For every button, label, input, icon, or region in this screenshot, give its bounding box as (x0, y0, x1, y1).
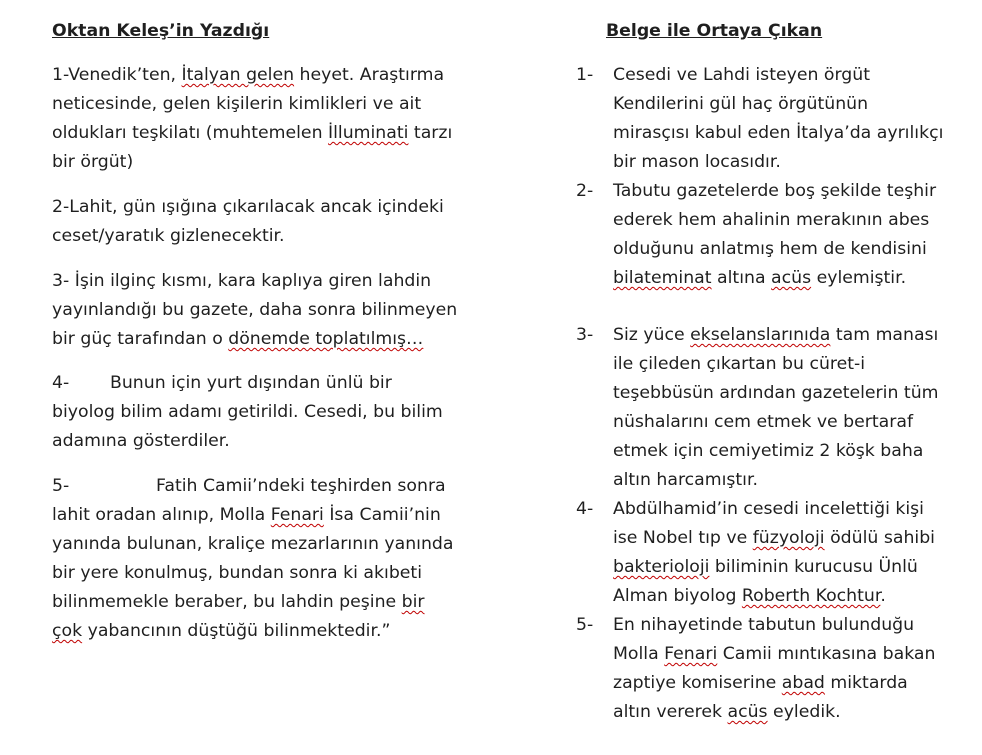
text-line: Cesedi ve Lahdi isteyen örgüt (613, 65, 870, 85)
text-line: bir yere konulmuş, bundan sonra ki akıbeti (52, 563, 423, 583)
list-number: 5- (576, 615, 594, 635)
text-line: neticesinde, gelen kişilerin kimlikleri ve ait (52, 94, 422, 114)
text-line: yanında bulunan, kraliçe mezarlarının yanında (52, 534, 454, 554)
spelling-flag: çok (52, 621, 83, 641)
text-line: 5- Fatih Camii’ndeki teşhirden sonra (52, 476, 446, 496)
text-line: En nihayetinde tabutun bulunduğu (613, 615, 915, 635)
spelling-flag: acüs (771, 268, 812, 288)
left-paragraph-1 (52, 61, 452, 177)
text-line: etmek için cemiyetimiz 2 köşk baha (613, 441, 924, 461)
text-line: teşebbüsün ardından gazetelerin tüm (613, 383, 939, 403)
text-line: mirasçısı kabul eden İtalya’da ayrılıkçı (613, 123, 944, 143)
text-line: ederek hem ahalinin merakının abes (613, 210, 930, 230)
spelling-flag: İtalyan gelen (181, 65, 295, 85)
text-line: bir örgüt) (52, 152, 134, 172)
text-line: olduğunu anlatmış hem de kendisini (613, 239, 927, 259)
text-line: 1-Venedik’ten, İtalyan gelen heyet. Araştırma (52, 65, 445, 85)
list-number: 1- (576, 65, 594, 85)
text-line: Kendilerini gül haç örgütünün (613, 94, 869, 114)
text-line: zaptiye komiserine abad miktarda (613, 673, 908, 693)
spelling-flag: Fenari (270, 505, 324, 525)
text-line: nüshalarını cem etmek ve bertaraf (613, 412, 914, 432)
spelling-flag: dönemde toplatılmış… (228, 329, 424, 349)
list-number: 3- (576, 325, 594, 345)
list-number: 4- (576, 499, 594, 519)
left-paragraph-5 (52, 472, 453, 646)
text-line: altın harcamıştır. (613, 470, 758, 490)
text-line: yayınlandığı bu gazete, daha sonra bilinmeyen (52, 300, 458, 320)
text-line: bir mason locasıdır. (613, 152, 781, 172)
left-heading: Oktan Keleş’in Yazdığı (52, 21, 270, 41)
text-line: bakterioloji biliminin kurucusu Ünlü (613, 557, 918, 577)
text-line: Abdülhamid’in cesedi incelettiği kişi (613, 499, 924, 519)
text-line: çok yabancının düştüğü bilinmektedir.” (52, 621, 391, 641)
text-line: altın vererek acüs eyledik. (613, 702, 841, 722)
text-line: ise Nobel tıp ve füzyoloji ödülü sahibi (613, 528, 935, 548)
text-line: 2-Lahit, gün ışığına çıkarılacak ancak içindeki (52, 197, 444, 217)
spelling-flag: acüs (727, 702, 768, 722)
text-line: lahit oradan alınıp, Molla Fenari İsa Camii’nin (52, 505, 441, 525)
left-paragraph-3 (52, 267, 457, 354)
text-line: bilateminat altına acüs eylemiştir. (613, 268, 907, 288)
text-line: bir güç tarafından o dönemde toplatılmış… (52, 329, 424, 349)
text-line: ceset/yaratık gizlenecektir. (52, 226, 285, 246)
spelling-flag: bakterioloji (613, 557, 710, 577)
spelling-flag: İlluminati (328, 123, 409, 143)
text-line: 3- İşin ilginç kısmı, kara kaplıya giren lahdin (52, 271, 432, 291)
text-line: oldukları teşkilatı (muhtemelen İlluminati tarzı (52, 123, 453, 143)
text-line: bilinmemekle beraber, bu lahdin peşine bir (52, 592, 425, 612)
text-line: biyolog bilim adamı getirildi. Cesedi, bu bilim (52, 402, 443, 422)
list-number: 2- (576, 181, 594, 201)
text-line: 4- Bunun için yurt dışından ünlü bir (52, 373, 392, 393)
spelling-flag: bir (401, 592, 425, 612)
spelling-flag: ekselanslarınıda (690, 325, 831, 345)
spelling-flag: abad (781, 673, 825, 693)
left-paragraph-4 (52, 369, 443, 456)
text-line: Molla Fenari Camii mıntıkasına bakan (613, 644, 936, 664)
spelling-flag: füzyoloji (752, 528, 825, 548)
spelling-flag: Roberth Kochtur (741, 586, 881, 606)
spelling-flag: Fenari (664, 644, 718, 664)
left-paragraph-2 (52, 193, 444, 251)
text-line: Tabutu gazetelerde boş şekilde teşhir (613, 181, 937, 201)
text-line: adamına gösterdiler. (52, 431, 230, 451)
spelling-flag: bilateminat (613, 268, 712, 288)
text-line: Siz yüce ekselanslarınıda tam manası (613, 325, 939, 345)
right-heading: Belge ile Ortaya Çıkan (606, 21, 823, 41)
text-line: ile çileden çıkartan bu cüret-i (613, 354, 866, 374)
text-line: Alman biyolog Roberth Kochtur. (613, 586, 886, 606)
